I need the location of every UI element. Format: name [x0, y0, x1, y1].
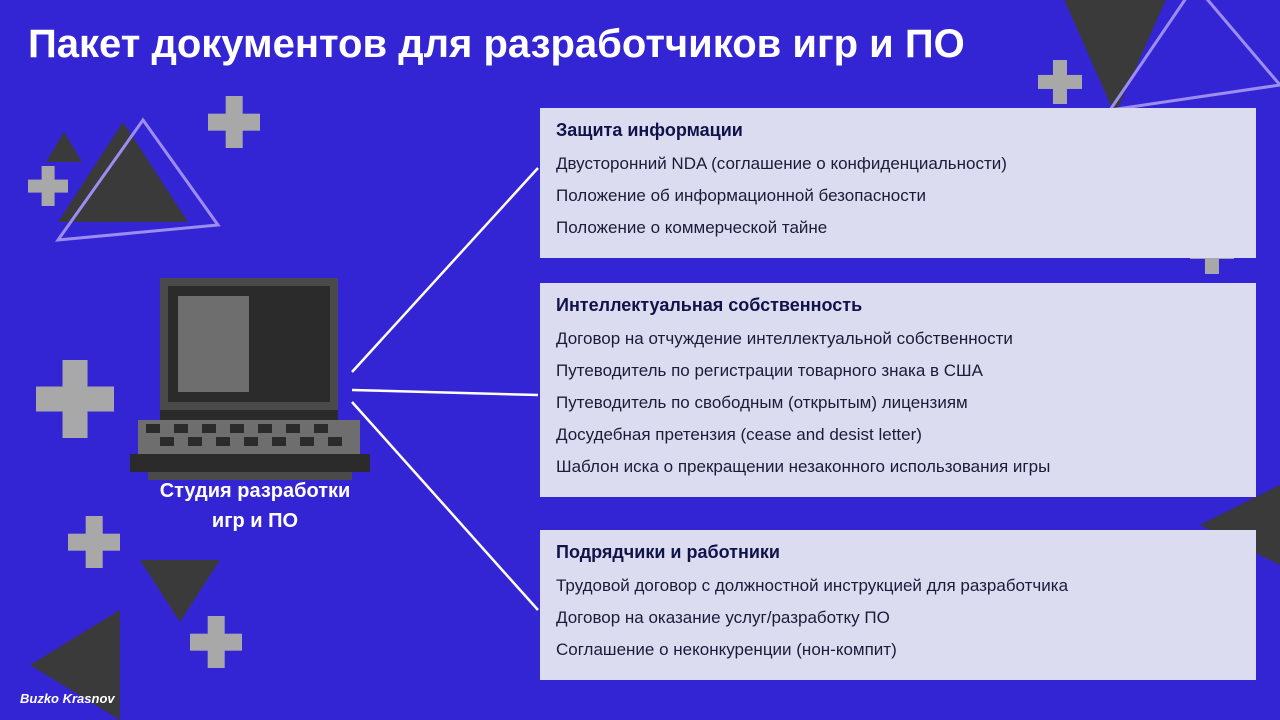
panel-heading: Подрядчики и работники — [556, 542, 780, 562]
panel-contractors-employees — [540, 530, 1256, 680]
panel-item: Трудовой договор с должностной инструкцией для разработчика — [556, 576, 1069, 595]
panel-item: Положение о коммерческой тайне — [556, 218, 828, 237]
panel-item: Путеводитель по регистрации товарного знака в США — [556, 361, 983, 380]
panel-item: Двусторонний NDA (соглашение о конфиденциальности) — [556, 154, 1007, 173]
panel-information-protection — [540, 108, 1256, 258]
panel-item: Договор на оказание услуг/разработку ПО — [556, 608, 890, 627]
panel-item: Соглашение о неконкуренции (нон-компит) — [556, 640, 897, 659]
panel-item: Досудебная претензия (cease and desist letter) — [556, 425, 922, 444]
laptop-hinge — [160, 410, 338, 420]
panel-item: Путеводитель по свободным (открытым) лицензиям — [556, 393, 968, 412]
laptop-display-shadow — [249, 296, 320, 392]
panel-intellectual-property — [540, 283, 1256, 497]
node-label-line1: Студия разработки — [159, 480, 351, 502]
page-title: Пакет документов для разработчиков игр и ПО — [28, 22, 965, 66]
laptop-icon — [130, 278, 380, 478]
credit-text: Buzko Krasnov — [20, 691, 115, 706]
panel-item: Положение об информационной безопасности — [556, 186, 927, 205]
panel-heading: Интеллектуальная собственность — [556, 295, 863, 315]
laptop-base — [130, 454, 370, 472]
panel-item: Договор на отчуждение интеллектуальной собственности — [556, 329, 1013, 348]
node-label — [80, 476, 430, 536]
node-label-line2: игр и ПО — [211, 510, 299, 532]
panel-item: Шаблон иска о прекращении незаконного использования игры — [556, 457, 1051, 476]
panel-heading: Защита информации — [556, 120, 743, 140]
laptop-keys — [138, 420, 360, 454]
